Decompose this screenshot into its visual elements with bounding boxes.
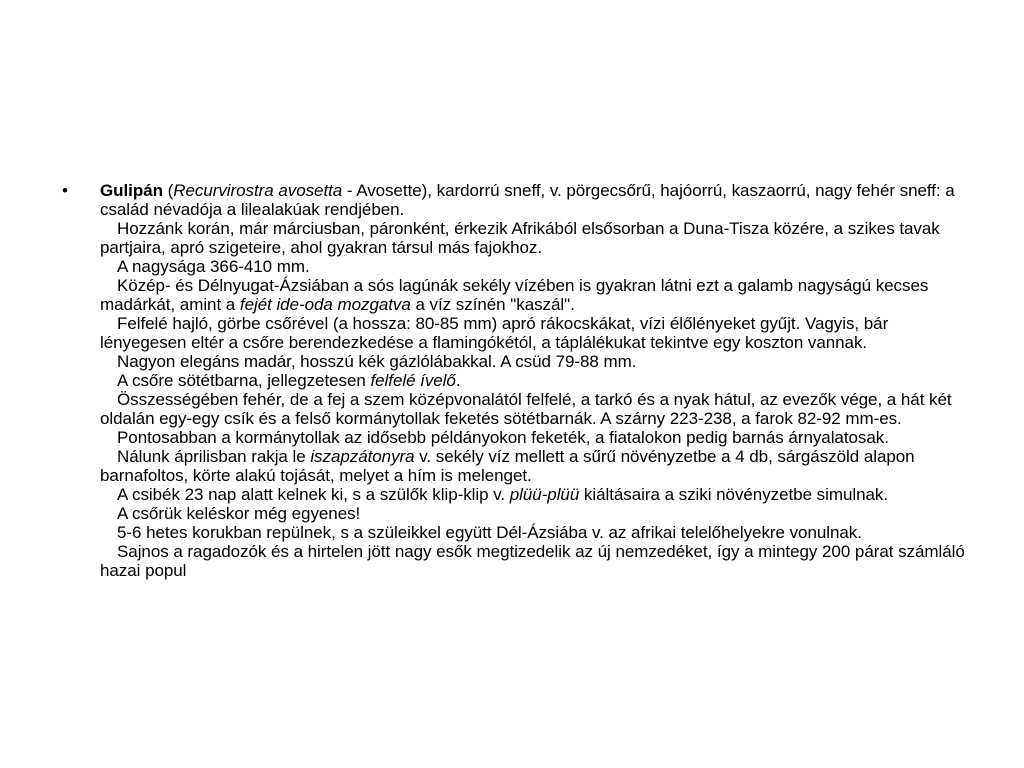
- paragraph-asia: [100, 276, 970, 314]
- species-name: Gulipán: [100, 181, 163, 200]
- bullet-marker: •: [62, 181, 68, 200]
- paragraph-intro: [100, 181, 970, 219]
- beak-after: .: [455, 371, 461, 390]
- paragraph-feeding: Felfelé hajló, görbe csőrével (a hossza: 80-85 mm) apró rákocskákat, vízi élőlényeket gyűjt. Vagyis, bár lényegesen eltér a csőre berendezkedése a flamingókétól, a táplálékukat tekintve egy koszton vannak.: [100, 314, 889, 352]
- beak-italic: felfelé ívelő: [370, 371, 456, 390]
- chicks-after: kiáltásaira a sziki növényzetbe simulnak.: [579, 485, 889, 504]
- nesting-before: Nálunk áprilisban rakja le: [117, 447, 311, 466]
- latin-name: Recurvirostra avosetta: [173, 181, 343, 200]
- paragraph-chicks: [100, 485, 970, 504]
- paragraph-arrival: Hozzánk korán, már márciusban, páronként, érkezik Afrikából elsősorban a Duna-Tisza közére, a szikes tavak partjaira, apró szigeteire, ahol gyakran társul más fajokhoz.: [100, 219, 940, 257]
- asia-before: Közép- és Délnyugat-Ázsiában a sós lagúnák sekély vízében is gyakran látni ezt a galamb nagyságú kecses madárkát, amint a: [100, 276, 929, 314]
- beak-before: A csőre sötétbarna, jellegzetesen: [117, 371, 371, 390]
- paragraph-population: Sajnos a ragadozók és a hirtelen jött nagy esők megtizedelik az új nemzedéket, így a mintegy 200 párat számláló hazai popul: [100, 542, 965, 580]
- paragraph-plumage: Összességében fehér, de a fej a szem középvonalától felfelé, a tarkó és a nyak hátul, az evezők vége, a hát két oldalán egy-egy csík és a felső kormánytollak feketés sötétbarnák. A szárny 223-238, a farok 82-92 mm-es.: [100, 390, 952, 428]
- paragraph-migration: 5-6 hetes korukban repülnek, s a szüleikkel együtt Dél-Ázsiába v. az afrikai telelőhelyekre vonulnak.: [117, 523, 862, 542]
- paragraph-nesting: [100, 447, 970, 485]
- paragraph-tail-feathers: Pontosabban a kormánytollak az idősebb példányokon feketék, a fiatalokon pedig barnás árnyalatosak.: [117, 428, 889, 447]
- chicks-italic: plüü-plüü: [509, 485, 580, 504]
- nesting-italic: iszapzátonyra: [310, 447, 415, 466]
- intro-rest: - Avosette), kardorrú sneff, v. pörgecsőrű, hajóorrú, kaszaorrú, nagy fehér sneff: a család névadója a lilealakúak rendjében.: [100, 181, 955, 219]
- text-body: [100, 181, 970, 580]
- paragraph-beak: [100, 371, 970, 390]
- asia-italic: fejét ide-oda mozgatva: [239, 295, 411, 314]
- nesting-after: v. sekély víz mellett a sűrű növényzetbe a 4 db, sárgászöld alapon barnafoltos, körte alakú tojását, melyet a hím is melenget.: [100, 447, 915, 485]
- paragraph-straight-beak: A csőrük keléskor még egyenes!: [117, 504, 361, 523]
- chicks-before: A csibék 23 nap alatt kelnek ki, s a szülők klip-klip v.: [117, 485, 510, 504]
- paragraph-size: A nagysága 366-410 mm.: [117, 257, 310, 276]
- paragraph-legs: Nagyon elegáns madár, hosszú kék gázlólábakkal. A csüd 79-88 mm.: [117, 352, 637, 371]
- asia-after: a víz színén "kaszál".: [410, 295, 575, 314]
- intro-paren: (: [162, 181, 174, 200]
